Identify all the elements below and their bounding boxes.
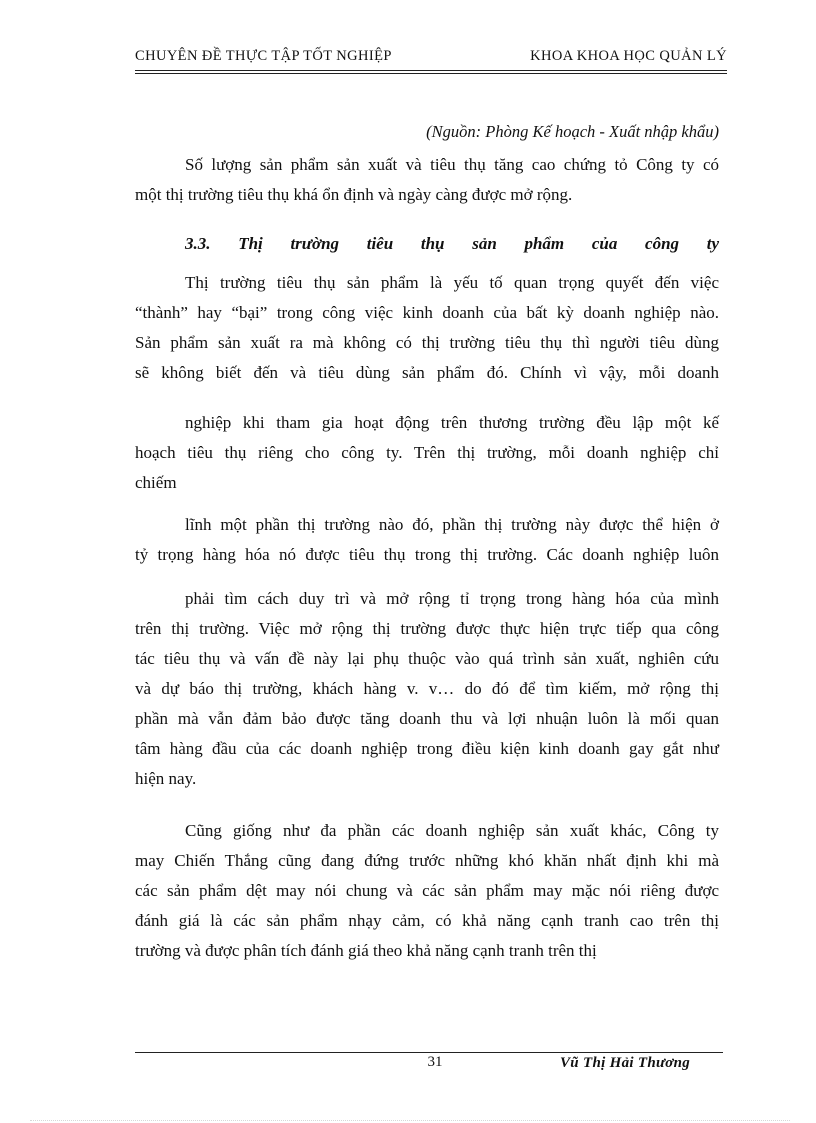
text-line: và dự báo thị trường, khách hàng v. v… do đó để tìm kiếm, mở rộng thị: [135, 679, 719, 698]
heading-word: trường: [290, 234, 340, 253]
text-line: chiếm: [135, 473, 177, 492]
page-number: 31: [427, 1054, 443, 1070]
source-note: (Nguồn: Phòng Kế hoạch - Xuất nhập khẩu): [426, 122, 719, 141]
text-line: Cũng giống như đa phần các doanh nghiệp sản xuất khác, Công ty: [185, 821, 719, 840]
text-line: một thị trường tiêu thụ khá ổn định và ngày càng được mở rộng.: [135, 185, 573, 204]
paragraph-6: [135, 816, 719, 966]
heading-word: ty: [706, 234, 719, 253]
text-line: Thị trường tiêu thụ sản phẩm là yếu tố quan trọng quyết đến việc: [185, 273, 719, 292]
text-line: phần mà vẫn đảm bảo được tăng doanh thu và lợi nhuận luôn là mối quan: [135, 709, 719, 728]
text-line: lĩnh một phần thị trường nào đó, phần thị trường này được thể hiện ở: [185, 515, 719, 534]
header-rule: [135, 70, 727, 71]
text-line: trường và được phân tích đánh giá theo khả năng cạnh tranh trên thị: [135, 941, 597, 960]
heading-word: sản: [472, 234, 497, 253]
paragraph-3: [135, 408, 719, 498]
page-edge-divider: [30, 1120, 790, 1121]
heading-number: 3.3.: [185, 234, 211, 253]
text-line: hiện nay.: [135, 769, 197, 788]
text-line: các sản phẩm dệt may nói chung và các sản phẩm may mặc nói riêng được: [135, 881, 719, 900]
text-line: tâm hàng đầu của các doanh nghiệp trong điều kiện kinh doanh gay gắt như: [135, 739, 719, 758]
header-left-title: CHUYÊN ĐỀ THỰC TẬP TỐT NGHIỆP: [135, 48, 392, 64]
text-line: may Chiến Thắng cũng đang đứng trước những khó khăn nhất định khi mà: [135, 851, 719, 870]
text-line: nghiệp khi tham gia hoạt động trên thương trường đều lập một kế: [185, 413, 719, 432]
text-line: sẽ không biết đến và tiêu dùng sản phẩm đó. Chính vì vậy, mỗi doanh: [135, 363, 719, 382]
header-right-title: KHOA KHOA HỌC QUẢN LÝ: [530, 48, 727, 64]
text-line: tỷ trọng hàng hóa nó được tiêu thụ trong thị trường. Các doanh nghiệp luôn: [135, 545, 719, 564]
heading-word: công: [645, 234, 680, 253]
text-line: Sản phẩm sản xuất ra mà không có thị trường tiêu thụ thì người tiêu dùng: [135, 333, 719, 352]
page-header: [135, 48, 727, 65]
paragraph-4: [135, 510, 719, 570]
heading-word: tiêu: [366, 234, 394, 253]
text-line: Số lượng sản phẩm sản xuất và tiêu thụ tăng cao chứng tỏ Công ty có: [185, 155, 719, 174]
heading-word: thụ: [420, 234, 445, 253]
heading-word: Thị: [238, 234, 263, 253]
footer-rule: [135, 1052, 723, 1053]
heading-word: của: [591, 234, 618, 253]
paragraph-5: [135, 584, 719, 794]
section-heading: [185, 230, 719, 258]
footer-author: Vũ Thị Hải Thương: [560, 1055, 691, 1071]
text-line: hoạch tiêu thụ riêng cho công ty. Trên thị trường, mỗi doanh nghiệp chỉ: [135, 443, 719, 462]
text-line: “thành” hay “bại” trong công việc kinh doanh của bất kỳ doanh nghiệp nào.: [135, 303, 719, 322]
header-rule-thin: [135, 73, 727, 74]
text-line: phải tìm cách duy trì và mở rộng tỉ trọng trong hàng hóa của mình: [185, 589, 719, 608]
paragraph-1: [135, 150, 719, 210]
heading-word: phẩm: [524, 234, 565, 253]
paragraph-2: [135, 268, 719, 388]
text-line: tác tiêu thụ và vấn đề này lại phụ thuộc vào quá trình sản xuất, nghiên cứu: [135, 649, 719, 668]
text-line: đánh giá là các sản phẩm nhạy cảm, có khả năng cạnh tranh cao trên thị: [135, 911, 719, 930]
text-line: trên thị trường. Việc mở rộng thị trường được thực hiện trực tiếp qua công: [135, 619, 719, 638]
